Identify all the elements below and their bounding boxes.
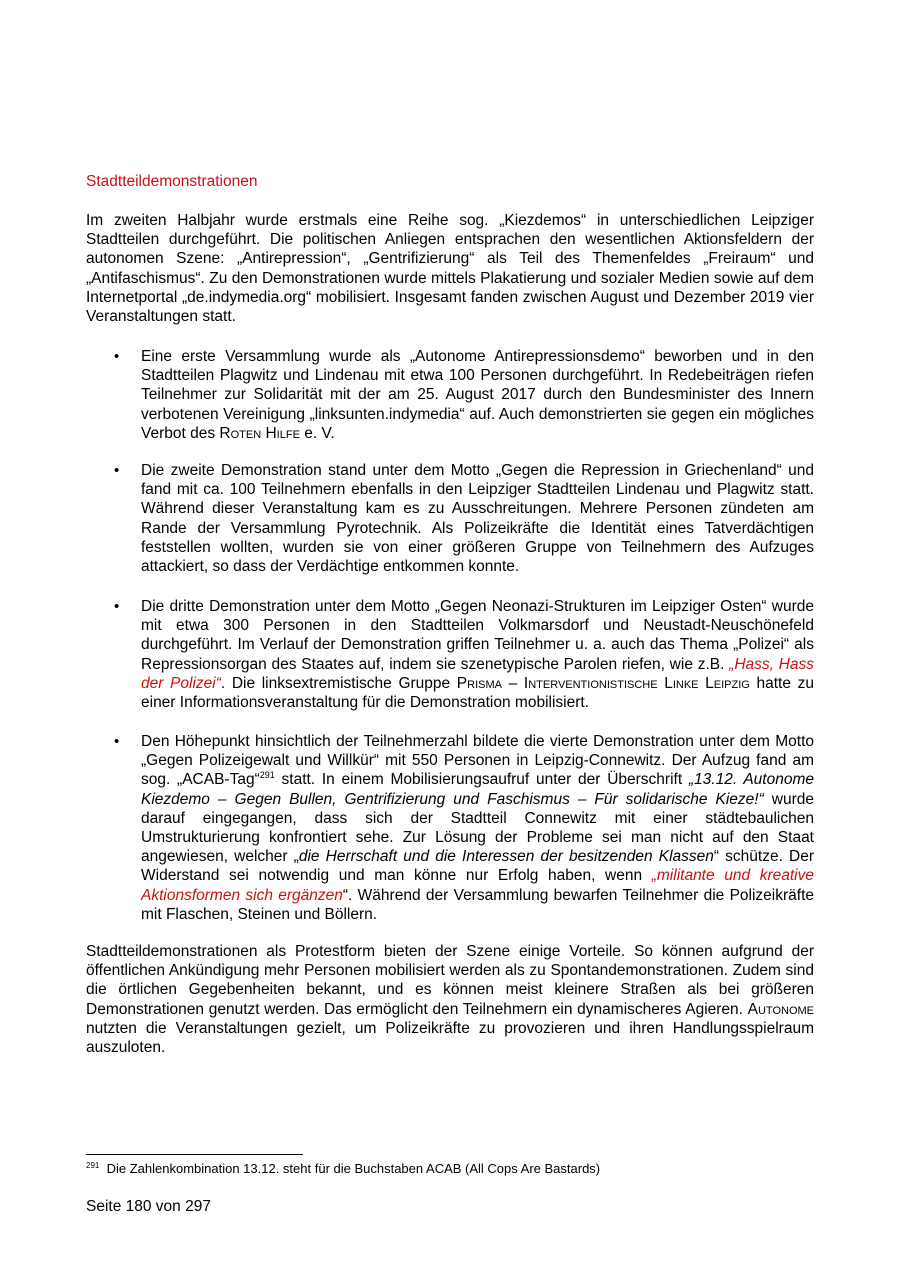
bullet-icon: •: [114, 733, 120, 750]
list-item-4-text-b: statt. In einem Mobilisierungsaufruf unter der Überschrift: [274, 771, 689, 789]
list-item-4-text-c: wurde darauf eingegangen, dass sich der Stadtteil Connewitz mit einer städtebaulichen Umstrukturierung konfrontiert sehe. Zur Lösung der Probleme sei man nicht auf den Staat angewiesen, welcher „: [141, 790, 814, 866]
footnote: [86, 1160, 600, 1177]
list-item-1-text-b: e. V.: [299, 424, 335, 442]
list-item-3-text-a: Die dritte Demonstration unter dem Motto „Gegen Neonazi-Strukturen im Leipziger Osten“ wurde mit etwa 300 Personen in den Stadtteilen Volkmarsdorf und Neustadt-Neuschönefeld durchgeführt. Im Verlauf der Demonstration griffen Teilnehmer u. a. auch das Thema „Polizei“ als Repressionsorgan des Staates auf, indem sie szenetypische Parolen riefen, wie z.B.: [141, 598, 814, 673]
list-item-4-quote-2: die Herrschaft und die Interessen der besitzenden Klassen: [298, 848, 714, 866]
list-item-3-quote: „Hass, Hass der Polizei“: [141, 655, 814, 692]
bullet-icon: •: [114, 462, 120, 479]
list-item-3-org: Prisma – Interventionistische Linke Leipzig: [456, 674, 750, 692]
list-item-4-quote-1: „13.12. Autonome Kiezdemo – Gegen Bullen, Gentrifizierung und Faschismus – Für solidarische Kieze!“: [141, 771, 814, 808]
section-heading: Stadtteildemonstrationen: [86, 173, 258, 190]
list-item-1: [114, 347, 814, 443]
list-item-4-text-e: “. Während der Versammlung bewarfen Teilnehmer die Polizeikräfte mit Flaschen, Steinen und Böllern.: [141, 886, 814, 923]
list-item-3: [114, 597, 814, 712]
list-item-4-quote-3: „militante und kreative Aktionsformen sich ergänzen: [141, 867, 814, 904]
list-item-2-text: Die zweite Demonstration stand unter dem Motto „Gegen die Repression in Griechenland“ und fand mit ca. 100 Teilnehmern ebenfalls in den Leipziger Stadtteilen Lindenau und Plagwitz statt. Während dieser Veranstaltung kam es zu Ausschreitungen. Mehrere Personen zündeten am Rande der Versammlung Pyrotechnik. Als Polizeikräfte die Identität eines Tatverdächtigen feststellen wollten, wurden sie von einer größeren Gruppe von Teilnehmern des Aufzuges attackiert, so dass der Verdächtige entkommen konnte.: [141, 462, 814, 576]
list-item-4-text-a: Den Höhepunkt hinsichtlich der Teilnehmerzahl bildete die vierte Demonstration unter dem Motto „Gegen Polizeigewalt und Willkür“ mit 550 Personen in Leipzig-Connewitz. Der Aufzug fand am sog. „ACAB-Tag“: [141, 733, 814, 789]
closing-text-a: Stadtteildemonstrationen als Protestform bieten der Szene einige Vorteile. So können aufgrund der öffentlichen Ankündigung mehr Personen mobilisiert werden als zu Spontandemonstrationen. Zudem sind die örtlichen Gegebenheiten bekannt, und es können meist kleinere Straßen als bei größeren Demonstrationen genutzt werden. Das ermöglicht den Teilnehmern ein dynamischeres Agieren.: [86, 943, 814, 1018]
list-item-4: [114, 732, 814, 924]
closing-text-b: nutzten die Veranstaltungen gezielt, um Polizeikräfte zu provozieren und ihren Handlungsspielraum auszuloten.: [86, 1019, 814, 1057]
list-item-1-text-a: Eine erste Versammlung wurde als „Autonome Antirepressionsdemo“ beworben und in den Stadtteilen Plagwitz und Lindenau mit etwa 100 Personen durchgeführt. In Redebeiträgen riefen Teilnehmer zur Solidarität mit der am 25. August 2017 durch den Bundesminister des Innern verbotenen Vereinigung „linksunten.indymedia“ auf. Auch demonstrierten sie gegen ein mögliches Verbot des: [141, 348, 814, 442]
footnote-number: 291: [86, 1161, 100, 1170]
bullet-icon: •: [114, 348, 120, 365]
intro-paragraph: Im zweiten Halbjahr wurde erstmals eine Reihe sog. „Kiezdemos“ in unterschiedlichen Leipziger Stadtteilen durchgeführt. Die politischen Anliegen entsprachen den wesentlichen Aktionsfeldern der autonomen Szene: „Antirepression“, „Gentrifizierung“ als Teil des Themenfeldes „Freiraum“ und „Antifaschismus“. Zu den Demonstrationen wurde mittels Plakatierung und sozialer Medien sowie auf dem Internetportal „de.indymedia.org“ mobilisiert. Insgesamt fanden zwischen August und Dezember 2019 vier Veranstaltungen statt.: [86, 212, 814, 326]
list-item-4-text-d: “ schütze. Der Widerstand sei notwendig und man könne nur Erfolg haben, wenn: [141, 848, 814, 885]
footnote-text: Die Zahlenkombination 13.12. steht für die Buchstaben ACAB (All Cops Are Bastards): [106, 1161, 601, 1176]
closing-org: Autonome: [747, 1000, 814, 1018]
closing-paragraph: [86, 942, 814, 1057]
page-number: Seite 180 von 297: [86, 1198, 211, 1215]
list-item-1-org: Roten Hilfe: [219, 424, 300, 442]
bullet-icon: •: [114, 598, 120, 615]
list-item-2: [114, 461, 814, 576]
footnote-divider: [86, 1154, 303, 1155]
list-item-3-text-c: hatte zu einer Informationsveranstaltung für die Demonstration mobilisiert.: [141, 674, 814, 712]
footnote-reference[interactable]: 291: [259, 770, 275, 781]
list-item-3-text-b: . Die linksextremistische Gruppe: [220, 674, 457, 692]
